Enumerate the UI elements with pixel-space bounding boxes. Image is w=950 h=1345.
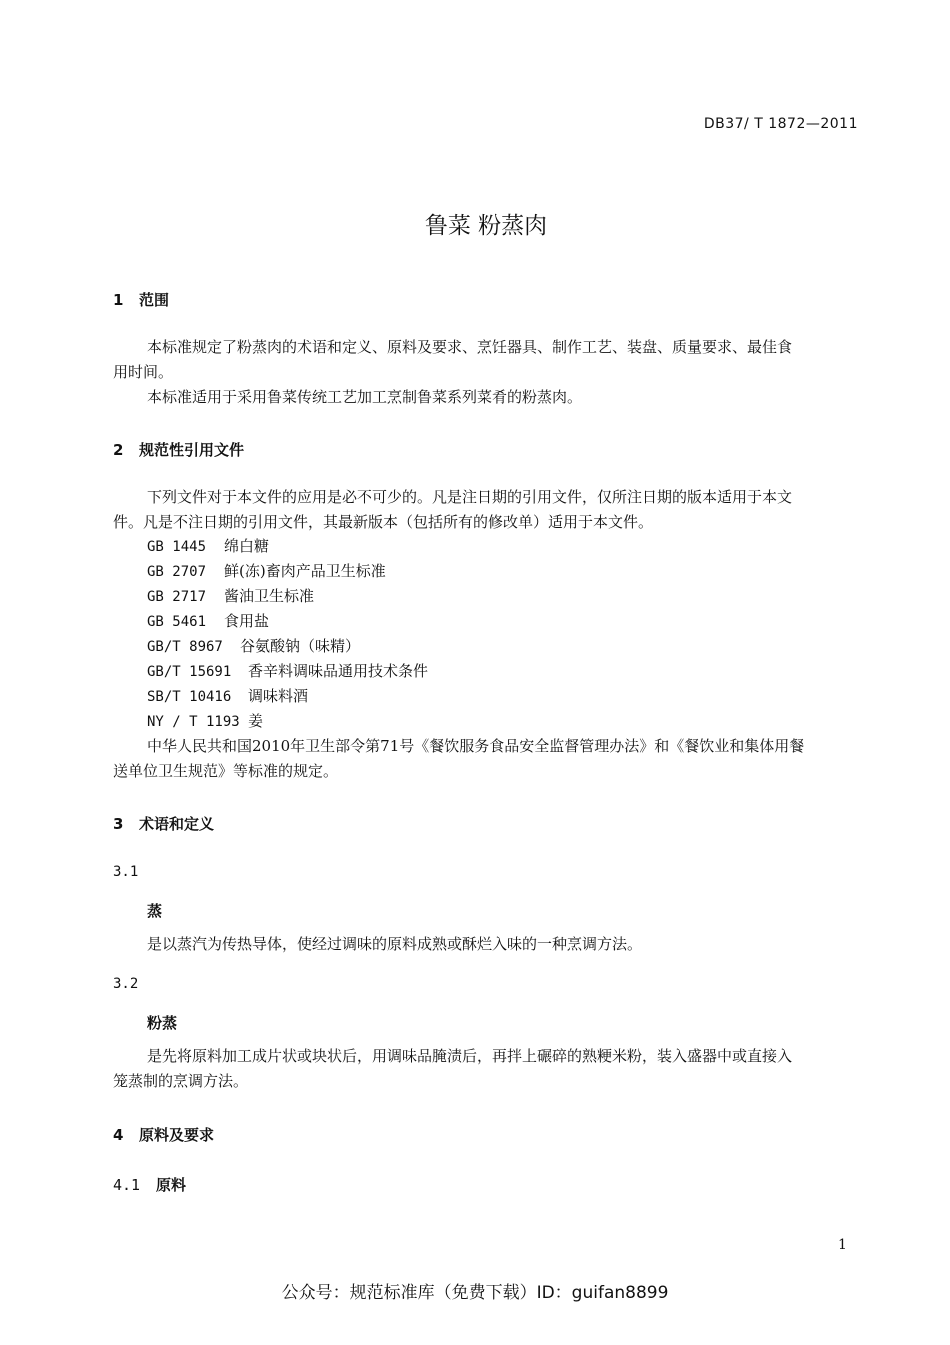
term-name: 蒸 — [147, 902, 163, 920]
reference-name: 酱油卫生标准 — [224, 587, 315, 605]
reference-item — [147, 560, 386, 581]
reference-name: 姜 — [248, 712, 264, 730]
section-3-heading — [113, 813, 214, 834]
term-name: 粉蒸 — [147, 1014, 178, 1032]
term-definition-line-2: 笼蒸制的烹调方法。 — [113, 1072, 249, 1090]
section-2-outro-line-1: 中华人民共和国2010年卫生部令第71号《餐饮服务食品安全监督管理办法》和《餐饮业和集体用餐 — [147, 737, 805, 755]
term-definition-line-1: 是先将原料加工成片状或块状后，用调味品腌渍后，再拌上碾碎的熟粳米粉，装入盛器中或直接入 — [147, 1047, 793, 1065]
reference-item — [147, 610, 269, 631]
reference-code: GB/T 8967 — [147, 639, 223, 655]
reference-code: GB/T 15691 — [147, 664, 232, 680]
document-title: 鲁菜 粉蒸肉 — [424, 213, 548, 239]
reference-name: 香辛料调味品通用技术条件 — [248, 662, 429, 680]
section-number: 2 — [113, 441, 124, 459]
document-code: DB37/ T 1872—2011 — [703, 116, 858, 132]
reference-code: NY / T 1193 — [147, 714, 240, 730]
reference-name: 谷氨酸钠（味精） — [240, 637, 361, 655]
reference-code: GB 5461 — [147, 614, 207, 630]
section-2-intro-line-2: 件。凡是不注日期的引用文件，其最新版本（包括所有的修改单）适用于本文件。 — [113, 513, 654, 531]
reference-item — [147, 710, 263, 731]
section-2-outro-line-2: 送单位卫生规范》等标准的规定。 — [113, 762, 339, 780]
section-1-para-2: 本标准适用于采用鲁菜传统工艺加工烹制鲁菜系列菜肴的粉蒸肉。 — [147, 388, 583, 406]
footer-watermark-text: 公众号：规范标准库（免费下载）ID：guifan8899 — [281, 1283, 669, 1303]
reference-name: 调味料酒 — [248, 687, 309, 705]
reference-code: SB/T 10416 — [147, 689, 232, 705]
section-title: 范围 — [139, 291, 170, 309]
section-title: 原料及要求 — [139, 1126, 215, 1144]
section-number: 3 — [113, 815, 124, 833]
term-number: 3.2 — [113, 976, 139, 992]
reference-item — [147, 585, 314, 606]
reference-item — [147, 660, 428, 681]
section-number: 4 — [113, 1126, 124, 1144]
page-number: 1 — [838, 1237, 847, 1253]
term-definition: 是以蒸汽为传热导体，使经过调味的原料成熟或酥烂入味的一种烹调方法。 — [147, 935, 643, 953]
subsection-4-1-heading — [113, 1174, 186, 1195]
reference-name: 绵白糖 — [224, 537, 270, 555]
subsection-title: 原料 — [156, 1176, 187, 1194]
reference-code: GB 2717 — [147, 589, 207, 605]
section-number: 1 — [113, 291, 124, 309]
section-title: 规范性引用文件 — [139, 441, 245, 459]
reference-code: GB 1445 — [147, 539, 207, 555]
reference-name: 鲜(冻)畜肉产品卫生标准 — [224, 562, 386, 580]
section-title: 术语和定义 — [139, 815, 215, 833]
term-number: 3.1 — [113, 864, 139, 880]
section-2-heading — [113, 439, 244, 460]
reference-name: 食用盐 — [224, 612, 270, 630]
reference-code: GB 2707 — [147, 564, 207, 580]
section-1-para-1-line-1: 本标准规定了粉蒸肉的术语和定义、原料及要求、烹饪器具、制作工艺、装盘、质量要求、最佳食 — [147, 338, 793, 356]
section-4-heading — [113, 1124, 214, 1145]
reference-item — [147, 635, 360, 656]
section-1-heading — [113, 289, 169, 310]
section-1-para-1-line-2: 用时间。 — [113, 363, 174, 381]
reference-item — [147, 685, 308, 706]
subsection-number: 4.1 — [113, 1176, 141, 1194]
reference-item — [147, 535, 269, 556]
section-2-intro-line-1: 下列文件对于本文件的应用是必不可少的。凡是注日期的引用文件，仅所注日期的版本适用于本文 — [147, 488, 793, 506]
